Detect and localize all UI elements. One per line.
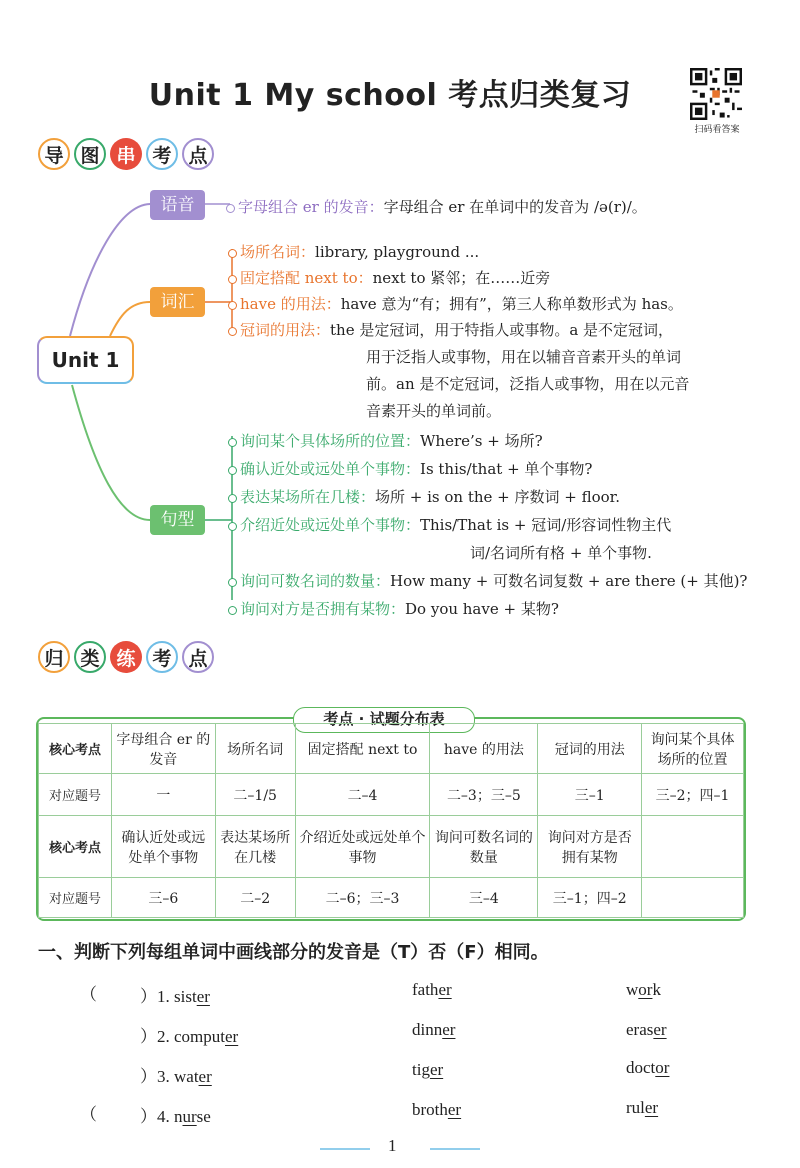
branch-sentence: 句型 (150, 505, 205, 535)
exercise-word: doctor (626, 1058, 670, 1077)
vocab-item: 固定搭配 next to：next to 紧邻；在……近旁 (228, 267, 550, 288)
exercise-item: ）2. computer (140, 1027, 239, 1046)
table-cell (642, 878, 744, 918)
table-cell: 二–4 (295, 774, 430, 816)
table-row-label: 核心考点 (39, 724, 112, 774)
badge-char: 点 (182, 641, 214, 673)
table-caption: 考点 · 试题分布表 (293, 707, 475, 733)
sentence-item-cont: 词/名词所有格 + 单个事物. (470, 544, 652, 562)
table-row (39, 774, 744, 816)
table-row-label: 核心考点 (39, 816, 112, 878)
badge-char: 类 (74, 641, 106, 673)
exercise-word: father (412, 980, 452, 999)
badge-char: 图 (74, 138, 106, 170)
page-title: Unit 1 My school 考点归类复习 (148, 78, 632, 113)
badge-char: 考 (146, 138, 178, 170)
page-number: 1 (388, 1136, 397, 1155)
table-cell: 三–4 (430, 878, 538, 918)
sentence-item: 询问对方是否拥有某物：Do you have + 某物? (228, 598, 559, 619)
mindmap-center-node: Unit 1 (37, 336, 134, 384)
exercise-word: brother (412, 1100, 462, 1119)
branch-vocabulary: 词汇 (150, 287, 205, 317)
badge-char: 练 (110, 641, 142, 673)
pron-item: 字母组合 er 的发音：字母组合 er 在单词中的发音为 /ə(r)/。 (226, 196, 647, 217)
exercise-word: tiger (412, 1060, 444, 1079)
table-row (39, 878, 744, 918)
table-cell: 二–1/5 (215, 774, 295, 816)
exercise-item: ）1. sister (140, 987, 210, 1006)
table-cell: 三–6 (111, 878, 215, 918)
qr-caption: 扫码看答案 (694, 125, 740, 135)
table-row (39, 816, 744, 878)
exercise-item: ）4. nurse (140, 1107, 211, 1126)
vocab-item: 冠词的用法：the 是定冠词，用于特指人或事物。a 是不定冠词， (228, 319, 673, 340)
table-row-label: 对应题号 (39, 878, 112, 918)
exercise-item: ）3. water (140, 1067, 212, 1086)
vocab-item-cont: 前。an 是不定冠词，泛指人或事物，用在以元音 (366, 375, 690, 393)
table-cell: 确认近处或远处单个事物 (111, 816, 215, 878)
branch-pronunciation: 语音 (150, 190, 205, 220)
exercise-word: work (626, 980, 661, 999)
table-cell: 冠词的用法 (538, 724, 642, 774)
sentence-item: 确认近处或远处单个事物：Is this/that + 单个事物? (228, 458, 592, 479)
badge-char: 考 (146, 641, 178, 673)
badge-char: 串 (110, 138, 142, 170)
sentence-item: 询问可数名词的数量：How many + 可数名词复数 + are there (+ 其他)? (228, 570, 747, 591)
answer-bracket[interactable]: （ (80, 985, 97, 1004)
badge-char: 点 (182, 138, 214, 170)
table-cell: 一 (111, 774, 215, 816)
vocab-item-cont: 用于泛指人或事物，用在以辅音音素开头的单词 (366, 348, 682, 366)
distribution-table (38, 723, 744, 918)
table-cell (642, 816, 744, 878)
exercise-word: eraser (626, 1020, 667, 1039)
table-row (39, 724, 744, 774)
table-cell: have 的用法 (430, 724, 538, 774)
badge-char: 导 (38, 138, 70, 170)
section-mindmap-heading (38, 138, 214, 170)
exercise-word: ruler (626, 1098, 659, 1117)
table-cell: 询问对方是否拥有某物 (538, 816, 642, 878)
table-cell: 二–2 (215, 878, 295, 918)
table-cell: 介绍近处或远处单个事物 (295, 816, 430, 878)
section-practice-heading (38, 641, 214, 673)
table-cell: 三–1；四–2 (538, 878, 642, 918)
table-cell: 三–2；四–1 (642, 774, 744, 816)
answer-bracket[interactable]: （ (80, 1105, 97, 1124)
exercise-heading: 一、判断下列每组单词中画线部分的发音是（T）否（F）相同。 (38, 942, 549, 963)
table-row-label: 对应题号 (39, 774, 112, 816)
table-cell: 字母组合 er 的发音 (111, 724, 215, 774)
page-number-decoration (320, 1144, 480, 1154)
table-cell: 三–1 (538, 774, 642, 816)
vocab-item: 场所名词：library, playground ... (228, 241, 479, 262)
sentence-item: 表达某场所在几楼：场所 + is on the + 序数词 + floor. (228, 486, 620, 507)
exercise-word: dinner (412, 1020, 456, 1039)
table-cell: 表达某场所在几楼 (215, 816, 295, 878)
qr-code-icon[interactable] (690, 68, 742, 120)
vocab-item: have 的用法：have 意为“有；拥有”，第三人称单数形式为 has。 (228, 293, 683, 314)
table-cell: 询问可数名词的数量 (430, 816, 538, 878)
badge-char: 归 (38, 641, 70, 673)
vocab-item-cont: 音素开头的单词前。 (366, 402, 502, 420)
table-cell: 询问某个具体场所的位置 (642, 724, 744, 774)
sentence-item: 询问某个具体场所的位置：Where’s + 场所? (228, 430, 543, 451)
sentence-item: 介绍近处或远处单个事物：This/That is + 冠词/形容词性物主代 (228, 514, 671, 535)
table-cell: 二–3；三–5 (430, 774, 538, 816)
table-cell: 二–6；三–3 (295, 878, 430, 918)
table-cell: 场所名词 (215, 724, 295, 774)
table-cell: 固定搭配 next to (295, 724, 430, 774)
